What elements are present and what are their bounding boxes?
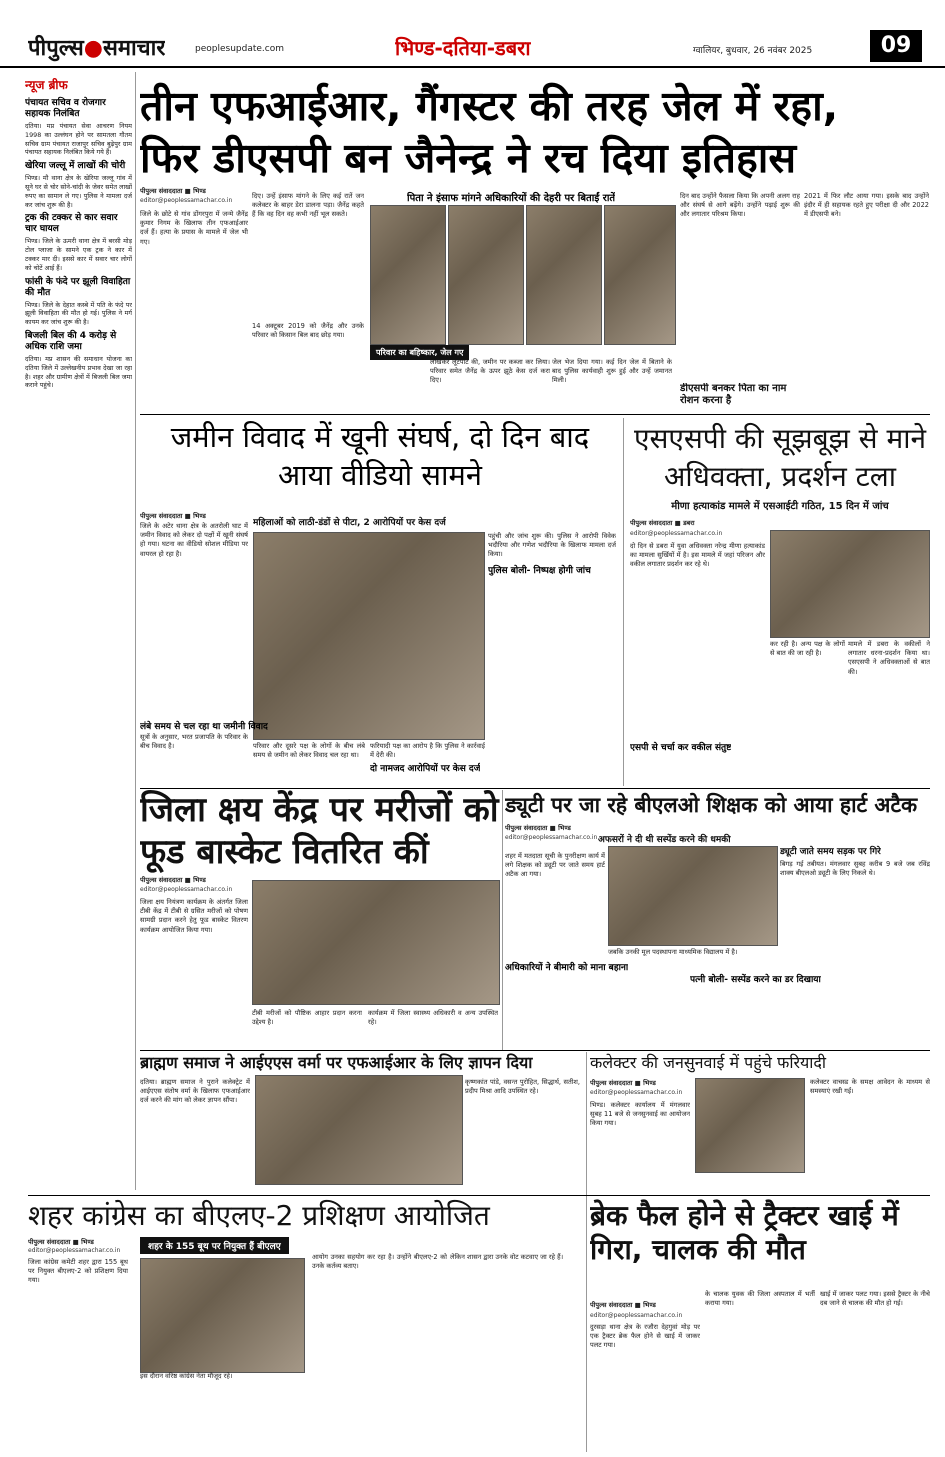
brief-text: भिण्ड। मौ थाना क्षेत्र के खेरिया जल्लू गांव में सूने घर से चोर सोने-चांदी के जेवर समेत लाखों रुपए का सामान ले गए। पुलिस ने मामला दर्ज कर जांच शुरू की है।: [25, 174, 132, 209]
story-subhead: पत्नी बोली- सस्पेंड करने का डर दिखाया: [690, 975, 821, 985]
brief-title: ट्रक की टक्कर से कार सवार चार घायल: [25, 213, 118, 235]
story-text: लेकिन शासन द्वारा उनके वोट कटवाए जा रहे हैं।: [450, 1253, 564, 1261]
issue-date: ग्वालियर, बुधवार, 26 नवंबर 2025: [693, 46, 813, 56]
story-deck: शहर के 155 बूथ पर नियुक्त हैं बीएलए: [140, 1237, 289, 1254]
news-photo[interactable]: [695, 1078, 805, 1173]
section-name: भिण्ड-दतिया-डबरा: [395, 36, 531, 60]
brief-text: दतिया। मप्र शासन की समाधान योजना का दतिया जिले में उल्लेखनीय प्रभाव देखा जा रहा है। शहर और ग्रामीण क्षेत्रों में बिजली बिल जमा कराने पहुंचे।: [25, 354, 132, 390]
story-text: कृष्णकांत पांडे, वसन्त पुरोहित, सिद्धार्थ, सतीश, प्रदीप मिश्रा आदि उपस्थित रहे।: [465, 1078, 580, 1096]
story-text: दतिया। ब्राह्मण समाज ने पुराने कलेक्ट्रेट में आईएएस संतोष वर्मा के खिलाफ एफआईआर दर्ज करने की मांग को लेकर ज्ञापन सौंपा।: [140, 1078, 250, 1105]
story-text: जिला क्षय नियंत्रण कार्यक्रम के अंतर्गत जिला टीबी केंद्र में टीबी से ग्रसित मरीजों को पोषण सामग्री प्रदान करने हेतु फूड बास्केट वितरण कार्यक्रम आयोजित किया गया।: [140, 898, 248, 934]
news-brief-label: न्यूज ब्रीफ: [25, 78, 68, 92]
story-text: बिगड़ गई तबीयत। मंगलवार सुबह करीब 9 बजे जब रविंद्र शाक्य बीएलओ ड्यूटी के लिए निकले थे।: [780, 860, 930, 878]
story-headline[interactable]: जिला क्षय केंद्र पर मरीजों को फूड बास्केट वितरित कीं: [140, 790, 499, 872]
byline: पीपुल्स संवाददाता ■ भिण्ड: [28, 1238, 94, 1246]
photo-strip-title: पिता ने इंसाफ मांगने अधिकारियों की देहरी पर बिताईं रातें: [407, 193, 616, 204]
headline-line: फिर डीएसपी बन जैनेन्द्र ने रच दिया इतिहास: [140, 134, 797, 182]
brief-text: भिण्ड। जिले के ऊमरी थाना क्षेत्र में बरसी मोड़ टोल प्लाजा के सामने एक ट्रक ने कार में टक्कर मार दी। इससे कार में सवार चार लोगों को चोटें आई हैं।: [25, 237, 132, 272]
story-text: 2021 में फिर लौट आया गया। इसके बाद उन्होंने इंदौर में ही सहायक रहते हुए परीक्षा दी और 2022 में डीएसपी बने।: [804, 192, 929, 219]
logo-right-text: समाचार: [102, 35, 166, 61]
news-photo[interactable]: [770, 530, 930, 638]
byline-email[interactable]: editor@peoplessamachar.co.in: [140, 197, 233, 204]
byline: पीपुल्स संवाददाता ■ भिण्ड: [590, 1079, 656, 1087]
story-text: टीबी मरीजों को पौष्टिक आहार प्रदान करना उद्देश्य है।: [252, 1009, 362, 1027]
story-text: परिवार और दूसरे पक्ष के लोगों के बीच लंबे समय से जमीन को लेकर विवाद चल रहा था।: [253, 742, 365, 760]
story-headline[interactable]: जमीन विवाद में खूनी संघर्ष, दो दिन बाद आया वीडियो सामने: [170, 420, 590, 492]
brief-text: दतिया। मप्र पंचायत सेवा आचरण नियम 1998 का उल्लंघन होने पर सामतला गौतम सचिव ग्राम पंचायत राजापुर सचिव बुढ़ेपुर ग्राम पंचायत सहायक निलंबित किये गये हैं।: [25, 122, 132, 157]
byline-email[interactable]: editor@peoplessamachar.co.in: [590, 1089, 683, 1096]
story-text: पहुंची और जांच शुरू की। पुलिस ने आरोपी विवेक भदौरिया और गणेश भदौरिया के खिलाफ मामला दर्ज किया।: [488, 532, 616, 559]
story-text: लाखकर लूटपाट की, जमीन पर कब्जा कर लिया। परिवार समेत जैनेंद्र के ऊपर झूठे केस दर्ज करा दिए।: [430, 358, 550, 385]
news-photo[interactable]: [255, 1075, 463, 1185]
byline-email[interactable]: editor@peoplessamachar.co.in: [140, 886, 233, 893]
story-deck: ड्यूटी जाते समय सड़क पर गिरे: [780, 847, 881, 857]
column-divider: [135, 72, 136, 1190]
story-text: आयोग उनका सहयोग कर रहा है। उन्होंने बीएलए-2 को उनके कर्तव्य बताए।: [312, 1253, 447, 1271]
news-photo[interactable]: [604, 205, 676, 345]
brief-title: फांसी के फंदे पर झूली विवाहिता की मौत: [25, 276, 131, 298]
headline-line: तीन एफआईआर, गैंगस्टर की तरह जेल में रहा,: [140, 82, 839, 130]
news-photo[interactable]: [253, 532, 485, 740]
story-headline[interactable]: कलेक्टर की जनसुनवाई में पहुंचे फरियादी: [590, 1053, 827, 1072]
story-headline[interactable]: ड्यूटी पर जा रहे बीएलओ शिक्षक को आया हार्ट अटैक: [505, 793, 918, 817]
story-subhead: लंबे समय से चल रहा था जमीनी विवाद: [140, 722, 268, 732]
story-subhead: अधिकारियों ने बीमारी को माना बहाना: [505, 963, 629, 973]
site-url[interactable]: peoplesupdate.com: [195, 44, 284, 54]
story-text: जेल भेज दिया गया। कई दिन जेल में बिताने के बाद पुलिस कार्यवाही शुरू हुई और उन्हें जमानत मिली।: [552, 358, 672, 385]
story-subhead: दो नामजद आरोपियों पर केस दर्ज: [370, 764, 481, 774]
story-text: दिन बाद उन्होंने फैसला किया कि अपनी अलग राह और संघर्ष से आगे बढ़ेंगे। उन्होंने पढ़ाई शुरू की और लगातार परिश्रम किया।: [680, 192, 800, 219]
story-deck: मीणा हत्याकांड मामले में एसआईटी गठित, 15 दिन में जांच: [671, 501, 889, 512]
page-number: 09: [870, 30, 922, 62]
byline-email[interactable]: editor@peoplessamachar.co.in: [505, 834, 598, 841]
brief-title: बिजली बिल की 4 करोड़ से अधिक राशि जमा: [25, 330, 117, 352]
story-headline[interactable]: ब्राह्मण समाज ने आईएएस वर्मा पर एफआईआर के लिए ज्ञापन दिया: [140, 1053, 533, 1072]
story-text: कर रही है। अन्य पक्ष के लोगों से बात की जा रही है।: [770, 640, 845, 658]
story-headline[interactable]: ब्रेक फैल होने से ट्रैक्टर खाई में गिरा, चालक की मौत: [590, 1199, 899, 1266]
story-text: दिए। उन्हें इंसाफ मांगने के लिए कई रातें जन कलेक्टर के बाहर डेरा डालना पड़ा। जैनेंद्र कहते हैं कि वह दिन वह कभी नहीं भूल सकते।: [252, 192, 364, 219]
logo-left-text: पीपुल्स: [28, 35, 84, 61]
byline-email[interactable]: editor@peoplessamachar.co.in: [630, 530, 723, 537]
story-text: 14 अक्टूबर 2019 को जैनेंद्र और उनके परिवार को किसान बिल बाद छोड़ गया।: [252, 322, 364, 340]
story-text: जबकि उनकी मूल पदस्थापना माध्यमिक विद्यालय में है।: [608, 948, 738, 956]
byline-email[interactable]: editor@peoplessamachar.co.in: [28, 1247, 121, 1254]
story-subhead: डीएसपी बनकर पिता का नाम रोशन करना है: [680, 383, 787, 406]
story-headline[interactable]: एसएसपी की सूझबूझ से माने अधिवक्ता, प्रदर्शन टला: [633, 422, 927, 493]
photo-caption: परिवार का बहिष्कार, जेल गए: [370, 345, 469, 360]
brief-title: पंचायत सचिव व रोजगार सहायक निलंबित: [25, 98, 106, 119]
news-photo[interactable]: [140, 1258, 305, 1373]
story-text: दो दिन से डबरा में युवा अधिवक्ता नरेन्द्र मीणा हत्याकांड का मामला सुर्खियों में है। इस मामले में जहां परिजन और वकील लगातार प्रदर्शन कर रहे थे।: [630, 542, 765, 569]
story-text: शहर में मतदाता सूची के पुनरीक्षण कार्य में लगे शिक्षक को ड्यूटी पर जाते समय हार्ट अटैक आ गया।: [505, 852, 605, 879]
story-text: जिले के छोटे से गांव डोंगरपुरा में जन्मे जैनेंद्र कुमार निगम के खिलाफ तीन एफआईआर दर्ज हैं। हत्या के प्रयास के मामले में जेल भी गए।: [140, 210, 248, 246]
byline: पीपुल्स संवाददाता ■ भिण्ड: [140, 876, 206, 884]
story-text: कलेक्टर वाचस्ड के समक्ष आवेदन के माध्यम से समस्याएं रखी गईं।: [810, 1078, 930, 1096]
column-divider: [586, 1052, 587, 1452]
brief-text: भिण्ड। जिले के देहात कस्बे में पति के फंदे पर झूली विवाहिता की मौत हो गई। पुलिस ने मर्ग कायम कर जांच शुरू की है।: [25, 300, 132, 327]
story-text: भिण्ड। कलेक्टर कार्यालय में मंगलवार सुबह 11 बजे से जनसुनवाई का आयोजन किया गया।: [590, 1101, 690, 1128]
section-rule: [28, 1195, 930, 1196]
story-text: कार्यक्रम में जिला स्वास्थ्य अधिकारी व अन्य उपस्थित रहे।: [368, 1009, 498, 1027]
byline: पीपुल्स संवाददाता ■ डबरा: [630, 519, 695, 527]
story-subhead: पुलिस बोली- निष्पक्ष होगी जांच: [488, 566, 591, 576]
story-subhead: एसपी से चर्चा कर वकील संतुष्ट: [630, 743, 732, 753]
byline: पीपुल्स संवाददाता ■ भिण्ड: [140, 512, 206, 520]
logo-dot-icon: ●: [83, 35, 103, 61]
news-photo[interactable]: [608, 846, 778, 946]
section-rule: [140, 414, 930, 415]
story-text: सूत्रों के अनुसार, भरत प्रजापति के परिवार के बीच विवाद है।: [140, 733, 248, 751]
news-photo[interactable]: [370, 205, 446, 345]
story-text: इस दौरान वरिष्ठ कांग्रेस नेता मौजूद रहे।: [140, 1372, 233, 1380]
story-text: फरियादी पक्ष का आरोप है कि पुलिस ने कार्रवाई में देरी की।: [370, 742, 485, 760]
newspaper-logo[interactable]: [28, 32, 165, 62]
story-headline[interactable]: शहर कांग्रेस का बीएलए-2 प्रशिक्षण आयोजित: [28, 1199, 490, 1232]
byline-email[interactable]: editor@peoplessamachar.co.in: [590, 1312, 683, 1319]
story-text: दुरसड़ा थाना क्षेत्र के रजौरा देहगुवां मोड़ पर एक ट्रैक्टर ब्रेक फैल होने से खाई में जाकर पलट गया।: [590, 1323, 700, 1350]
brief-title: खेरिया जल्लू में लाखों की चोरी: [25, 161, 126, 172]
byline: पीपुल्स संवाददाता ■ भिण्ड: [505, 824, 571, 832]
news-photo[interactable]: [448, 205, 524, 345]
byline: पीपुल्स संवाददाता ■ भिण्ड: [140, 187, 206, 195]
column-divider: [502, 790, 503, 1050]
story-text: जिला कांग्रेस कमेटी शहर द्वारा 155 बूथ पर नियुक्त बीएलए-2 को प्रशिक्षण दिया गया।: [28, 1258, 128, 1285]
section-rule: [140, 1050, 930, 1051]
photo-caption: महिलाओं को लाठी-डंडों से पीटा, 2 आरोपियों पर केस दर्ज: [253, 518, 446, 528]
news-photo[interactable]: [252, 880, 500, 1005]
story-text: मामले में डबरा के वकीलों ने लगातार धरना-प्रदर्शन किया था। एसएसपी ने अधिवक्ताओं से बात की।: [848, 640, 930, 676]
news-brief-column: [25, 94, 132, 1062]
story-text: जिले के अटेर थाना क्षेत्र के अतरोली घाट में जमीन विवाद को लेकर दो पक्षों में खूनी संघर्ष हो गया। घटना का वीडियो सोशल मीडिया पर वायरल हो रहा है।: [140, 522, 248, 558]
story-deck: अफसरों ने दी थी सस्पेंड करने की धमकी: [598, 835, 731, 845]
story-text: खाई में जाकर पलट गया। इससे ट्रैक्टर के नीचे दब जाने से चालक की मौत हो गई।: [820, 1290, 930, 1308]
news-photo[interactable]: [526, 205, 602, 345]
main-headline[interactable]: [140, 80, 930, 184]
column-divider: [623, 418, 624, 786]
byline: पीपुल्स संवाददाता ■ भिण्ड: [590, 1301, 656, 1309]
story-text: के चालक युवक की जिला अस्पताल में भर्ती कराया गया।: [705, 1290, 815, 1308]
